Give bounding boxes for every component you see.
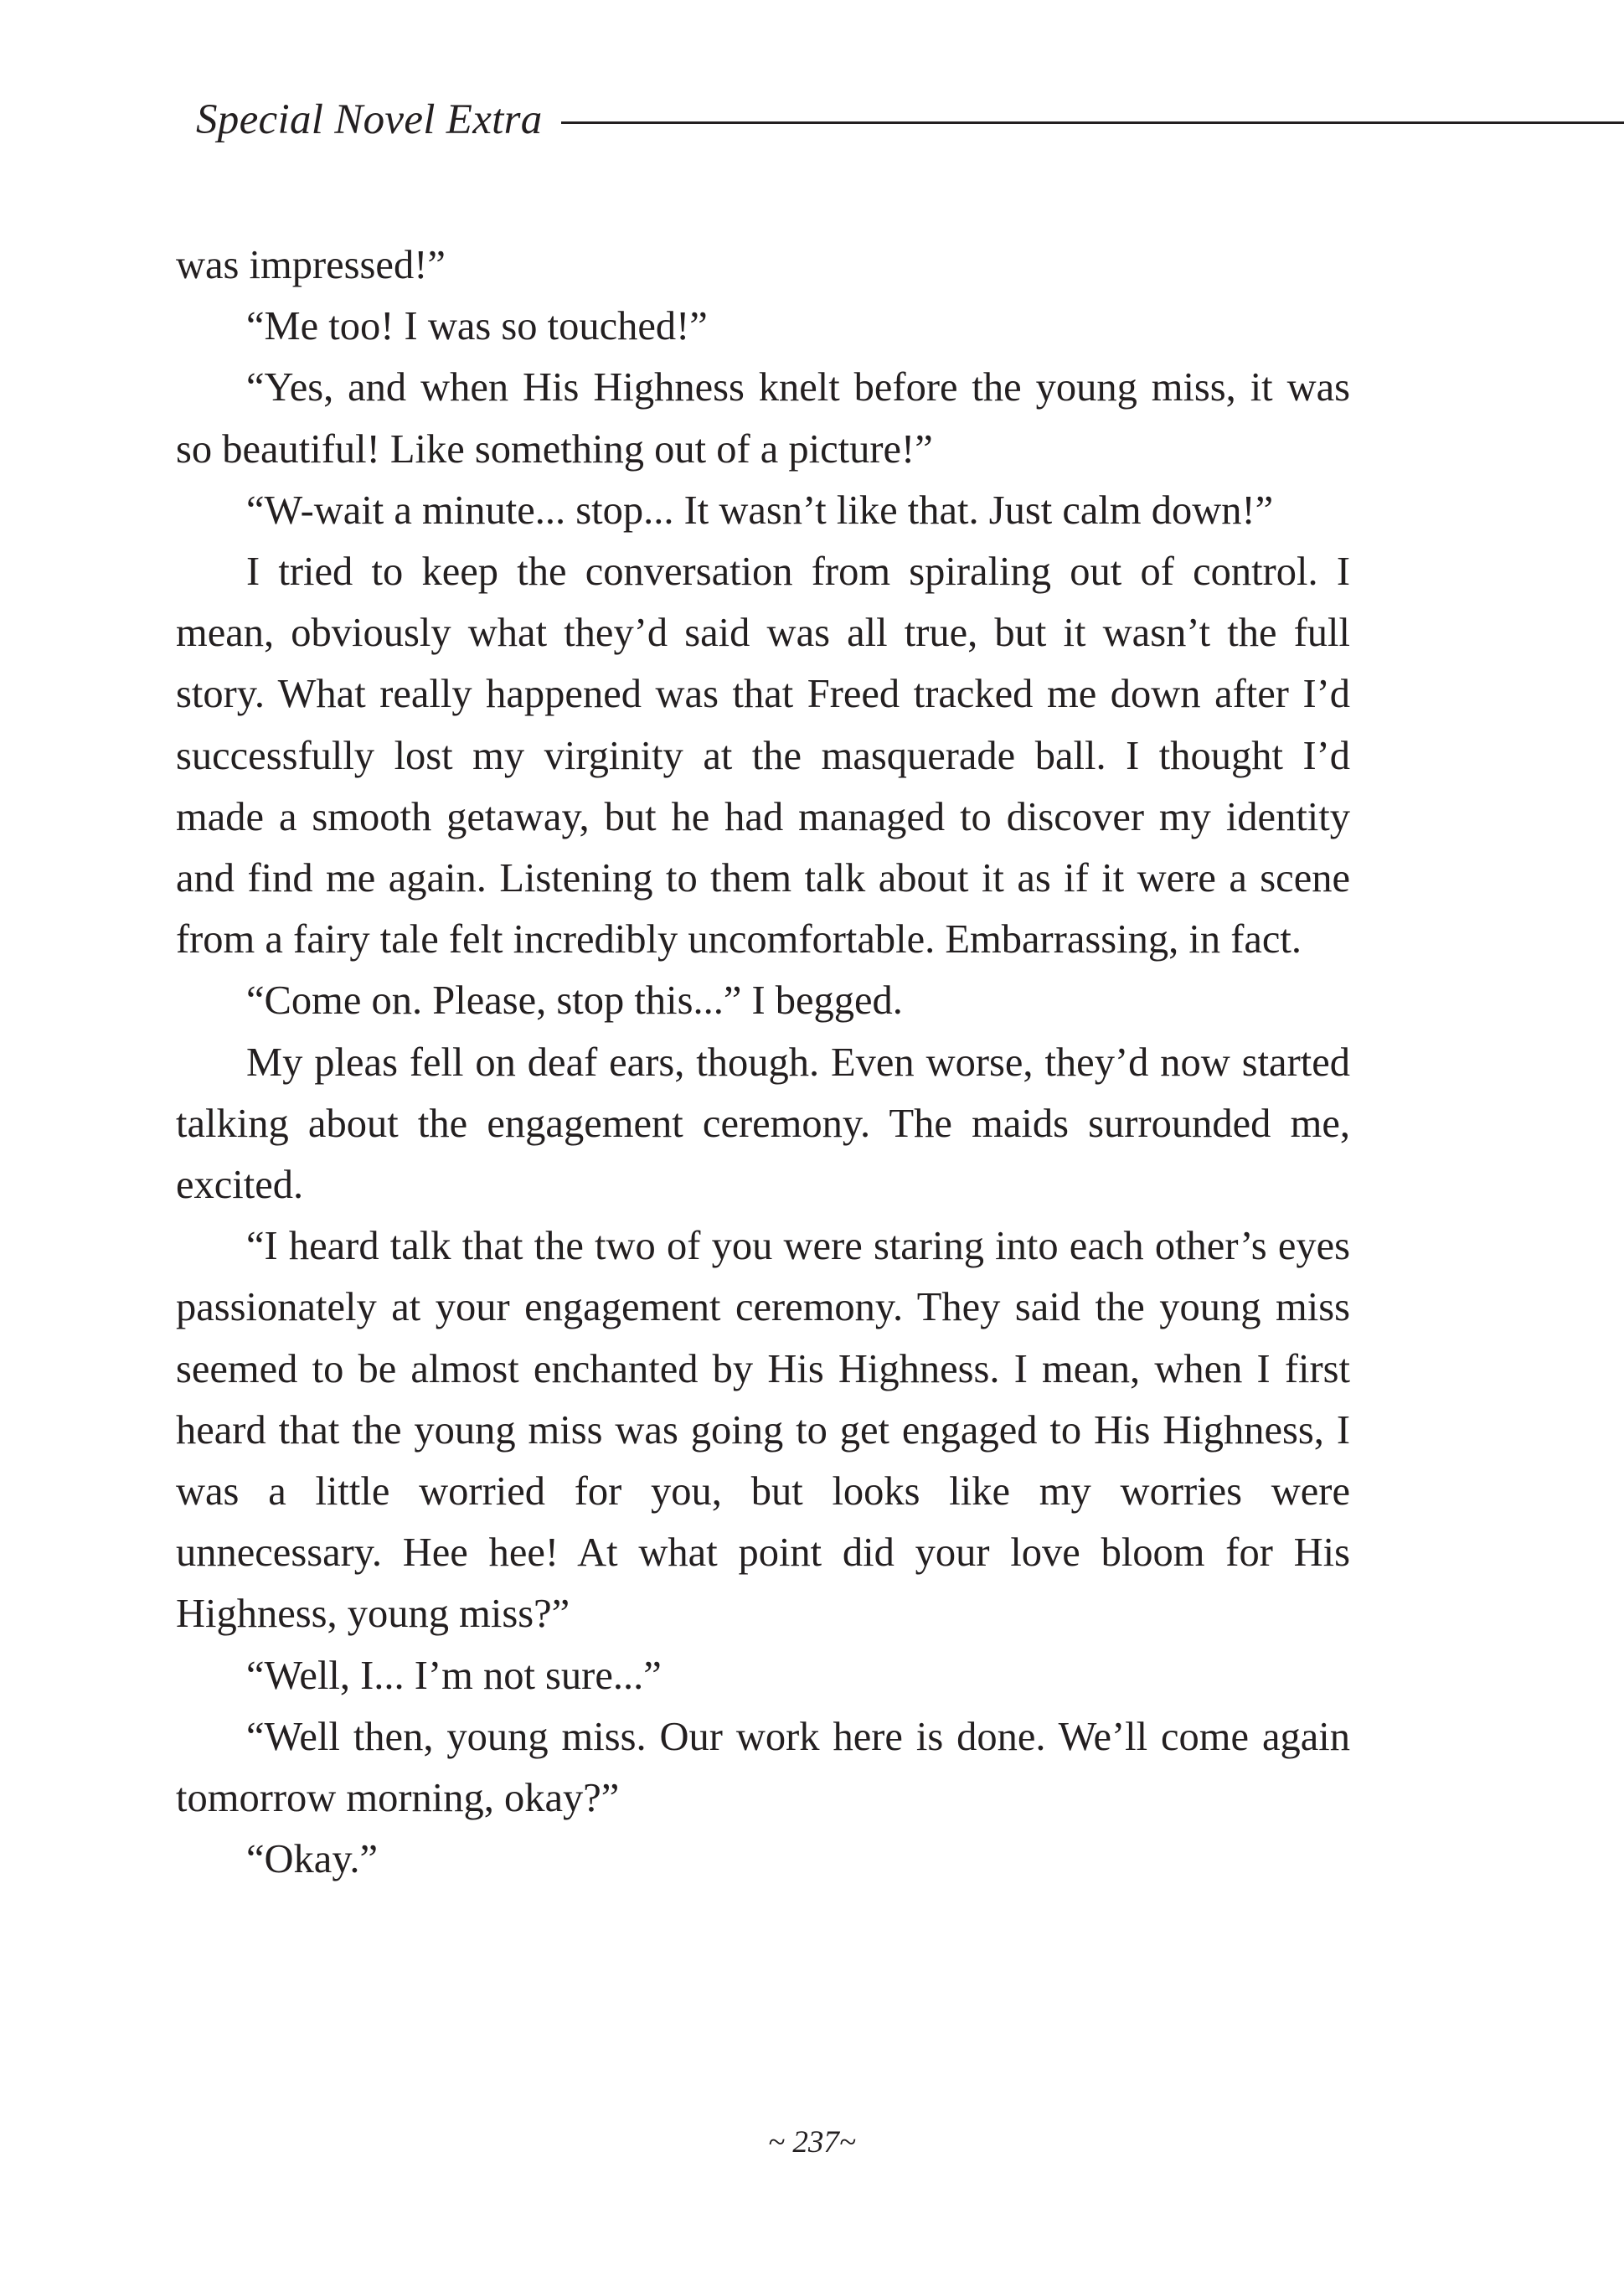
running-header — [196, 90, 1624, 149]
paragraph: I tried to keep the conversation from spiraling out of control. I mean, obviously what they’d said was all true, but it wasn’t the full story. What really happened was that Freed tracked me down after I’d successfully lost my virginity at the masquerade ball. I thought I’d made a smooth getaway, but he had managed to discover my identity and find me again. Listening to them talk about it as if it were a scene from a fairy tale felt incredibly uncomfortable. Embarrassing, in fact. — [176, 550, 1350, 962]
paragraph: was impressed!” — [176, 243, 446, 287]
paragraph: “Well, I... I’m not sure...” — [246, 1653, 662, 1698]
header-rule — [561, 121, 1624, 124]
paragraph: “Come on. Please, stop this...” I begged. — [246, 978, 903, 1024]
body-text — [176, 235, 1350, 1890]
running-title: Special Novel Extra — [196, 96, 543, 143]
paragraph: “Okay.” — [246, 1837, 379, 1882]
paragraph: “Yes, and when His Highness knelt before the young miss, it was so beautiful! Like something out of a picture!” — [176, 365, 1350, 472]
paragraph: “Well then, young miss. Our work here is done. We’ll come again tomorrow morning, okay?” — [176, 1714, 1350, 1821]
paragraph: “W-wait a minute... stop... It wasn’t like that. Just calm down!” — [246, 488, 1274, 533]
page-number: ~ 237~ — [768, 2125, 856, 2160]
paragraph: “I heard talk that the two of you were staring into each other’s eyes passionately at your engagement ceremony. They said the young miss seemed to be almost enchanted by His Highness. I mean, when I first heard that the young miss was going to get engaged to His Highness, I was a little worried for you, but looks like my worries were unnecessary. Hee hee! At what point did your love bloom for His Highness, young miss?” — [176, 1224, 1350, 1637]
paragraph: My pleas fell on deaf ears, though. Even worse, they’d now started talking about the engagement ceremony. The maids surrounded me, excited. — [176, 1040, 1350, 1208]
paragraph: “Me too! I was so touched!” — [246, 304, 708, 349]
